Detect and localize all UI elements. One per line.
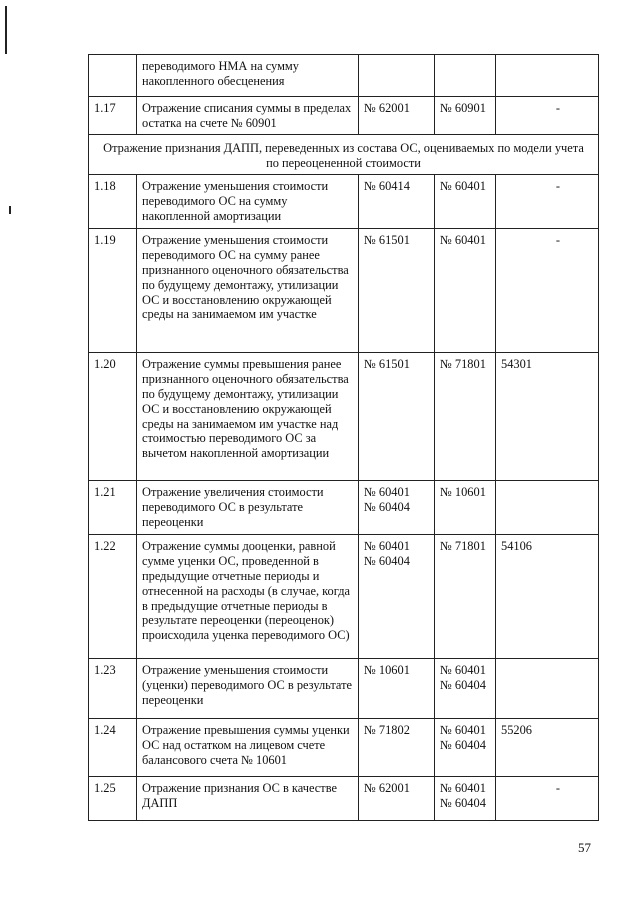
symbol-code <box>496 55 599 97</box>
debit-account: № 62001 <box>359 97 435 135</box>
row-number: 1.21 <box>89 481 137 535</box>
table-row <box>89 535 599 659</box>
row-number: 1.19 <box>89 229 137 353</box>
symbol-code: - <box>496 175 599 229</box>
symbol-code: - <box>496 97 599 135</box>
symbol-code <box>496 481 599 535</box>
row-number: 1.24 <box>89 719 137 777</box>
credit-account: № 60401 № 60404 <box>435 777 496 821</box>
credit-account: № 71801 <box>435 535 496 659</box>
entry-description: Отражение уменьшения стоимости переводимого ОС на сумму накопленной амортизации <box>137 175 359 229</box>
table-row <box>89 481 599 535</box>
debit-account: № 60401 № 60404 <box>359 535 435 659</box>
debit-account: № 71802 <box>359 719 435 777</box>
entry-description: Отражение суммы дооценки, равной сумме уценки ОС, проведенной в предыдущие отчетные периоды и отнесенной на расходы (в случае, когда в предыдущие отчетные периоды в результате переоценки (переоценок) происходила уценка переводимого ОС) <box>137 535 359 659</box>
accounting-entries-table <box>88 54 599 821</box>
credit-account <box>435 55 496 97</box>
scan-artifact-mark <box>9 206 11 214</box>
entry-description: Отражение суммы превышения ранее признанного оценочного обязательства по будущему демонтажу, утилизации ОС и восстановлению окружающей среды на занимаемом им участке над стоимостью переводимого ОС за вычетом накопленной амортизации <box>137 353 359 481</box>
symbol-code <box>496 659 599 719</box>
section-header-row <box>89 135 599 175</box>
row-number <box>89 55 137 97</box>
entry-description: Отражение признания ОС в качестве ДАПП <box>137 777 359 821</box>
entry-description: Отражение увеличения стоимости переводимого ОС в результате переоценки <box>137 481 359 535</box>
symbol-code: - <box>496 777 599 821</box>
symbol-code: 54106 <box>496 535 599 659</box>
debit-account: № 62001 <box>359 777 435 821</box>
credit-account: № 60401 № 60404 <box>435 719 496 777</box>
debit-account <box>359 55 435 97</box>
row-number: 1.23 <box>89 659 137 719</box>
row-number: 1.25 <box>89 777 137 821</box>
credit-account: № 60401 <box>435 175 496 229</box>
table-body <box>89 55 599 821</box>
row-number: 1.18 <box>89 175 137 229</box>
table-row <box>89 55 599 97</box>
credit-account: № 60401 <box>435 229 496 353</box>
credit-account: № 60401 № 60404 <box>435 659 496 719</box>
debit-account: № 61501 <box>359 353 435 481</box>
table-row <box>89 659 599 719</box>
entry-description: Отражение уменьшения стоимости (уценки) переводимого ОС в результате переоценки <box>137 659 359 719</box>
symbol-code: 54301 <box>496 353 599 481</box>
entry-description: Отражение списания суммы в пределах остатка на счете № 60901 <box>137 97 359 135</box>
debit-account: № 60414 <box>359 175 435 229</box>
row-number: 1.22 <box>89 535 137 659</box>
table-row <box>89 777 599 821</box>
table-row <box>89 719 599 777</box>
symbol-code: - <box>496 229 599 353</box>
row-number: 1.17 <box>89 97 137 135</box>
credit-account: № 71801 <box>435 353 496 481</box>
entry-description: Отражение превышения суммы уценки ОС над остатком на лицевом счете балансового счета № 10601 <box>137 719 359 777</box>
page-number: 57 <box>578 840 591 855</box>
table-row <box>89 353 599 481</box>
table-row <box>89 175 599 229</box>
table-row <box>89 229 599 353</box>
section-title: Отражение признания ДАПП, переведенных из состава ОС, оцениваемых по модели учета по переоцененной стоимости <box>89 135 599 175</box>
row-number: 1.20 <box>89 353 137 481</box>
table-row <box>89 97 599 135</box>
symbol-code: 55206 <box>496 719 599 777</box>
scan-artifact-mark <box>5 6 7 54</box>
debit-account: № 61501 <box>359 229 435 353</box>
entry-description: Отражение уменьшения стоимости переводимого ОС на сумму ранее признанного оценочного обязательства по будущему демонтажу, утилизации ОС и восстановлению окружающей среды на занимаемом им участке <box>137 229 359 353</box>
credit-account: № 10601 <box>435 481 496 535</box>
debit-account: № 60401 № 60404 <box>359 481 435 535</box>
credit-account: № 60901 <box>435 97 496 135</box>
debit-account: № 10601 <box>359 659 435 719</box>
entry-description: переводимого НМА на сумму накопленного обесценения <box>137 55 359 97</box>
